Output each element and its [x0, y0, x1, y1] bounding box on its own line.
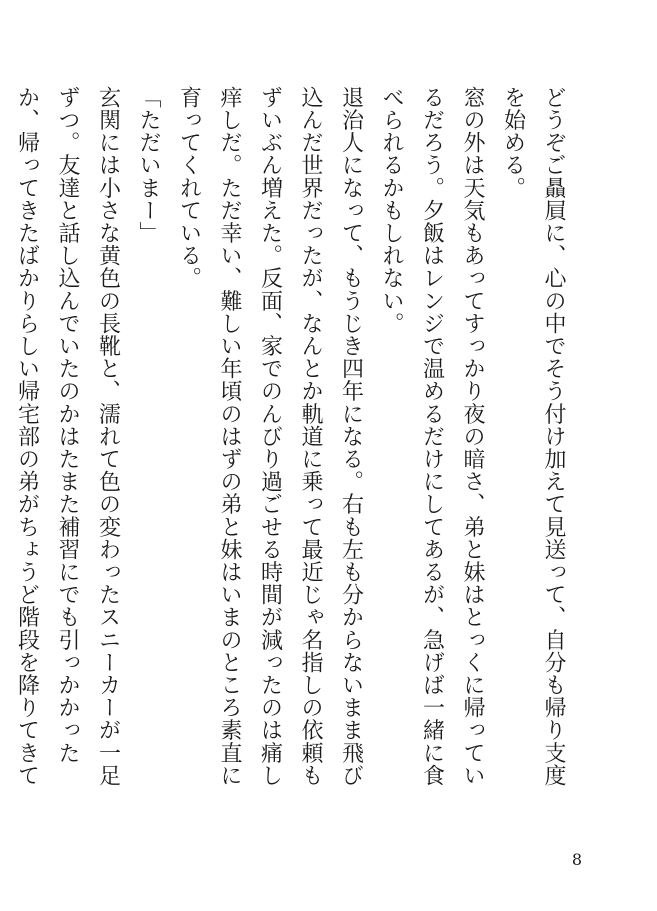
- vertical-text-block: [14, 86, 573, 801]
- paragraph-5: 玄関には小さな黄色の長靴と、濡れて色の変わったスニーカーが一足ずつ。友達と話し込んでいたのかはたまた補習にでも引っかかったか、帰ってきたばかりらしい帰宅部の弟がちょうど階段を降りてきて: [14, 86, 121, 787]
- paragraph-2: 窓の外は天気もあってすっかり夜の暗さ、弟と妹はとっくに帰っているだろう。夕飯はレンジで温めるだけにしてあるが、急げば一緒に食べられるかもしれない。: [379, 86, 485, 787]
- paragraph-1: どうぞご贔屓に、心の中でそう付け加えて見送って、自分も帰り支度を始める。: [500, 86, 566, 787]
- page-number: 8: [571, 850, 582, 869]
- paragraph-4: 「ただいまー」: [136, 86, 161, 245]
- paragraph-3: 退治人になって、もうじき四年になる。右も左も分からないまま飛び込んだ世界だったが、なんとか軌道に乗って最近じゃ名指しの依頼もずいぶん増えた。反面、家でのんびり過ごせる時間が減ったのは痛し痒しだ。ただ幸い、難しい年頃のはずの弟と妹はいまのところ素直に育ってくれている。: [176, 86, 364, 787]
